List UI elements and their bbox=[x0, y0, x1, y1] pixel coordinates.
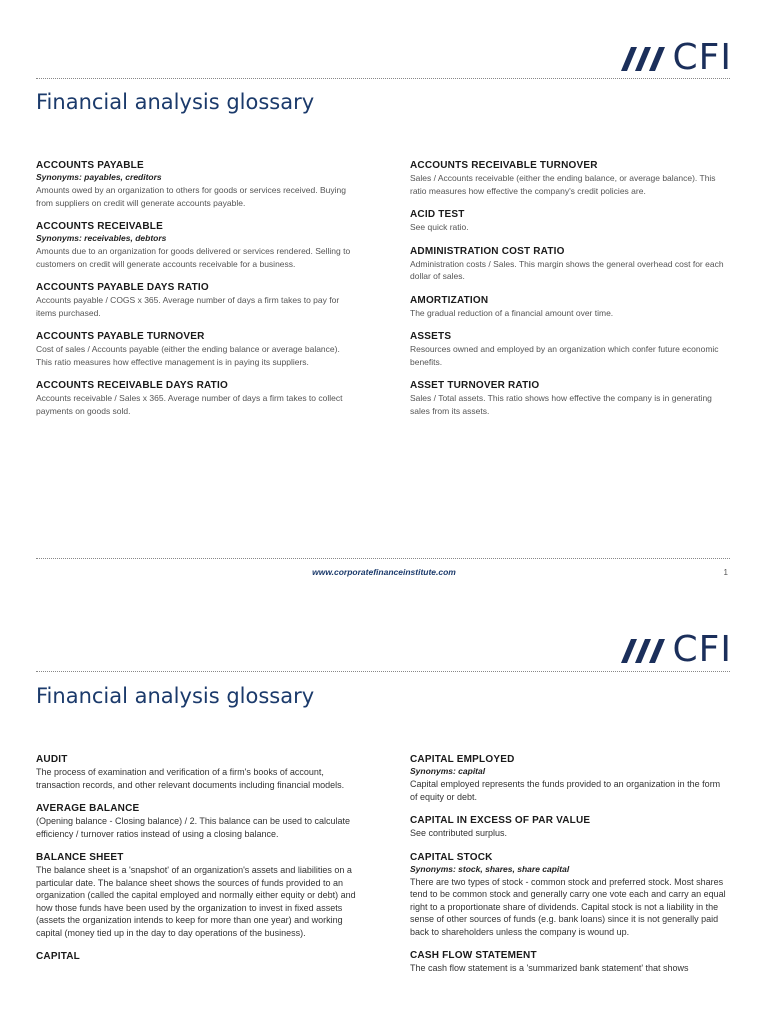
cfi-logo bbox=[619, 629, 732, 670]
glossary-entry bbox=[410, 295, 730, 320]
footer-divider bbox=[36, 558, 730, 559]
cfi-logo-text: CFI bbox=[672, 629, 732, 670]
glossary-term: BALANCE SHEET bbox=[36, 852, 124, 863]
glossary-term: ACID TEST bbox=[410, 209, 465, 220]
glossary-term: CAPITAL bbox=[36, 951, 80, 962]
glossary-term: AVERAGE BALANCE bbox=[36, 803, 140, 814]
glossary-entry bbox=[410, 331, 730, 368]
glossary-definition: (Opening balance - Closing balance) / 2. This balance can be used to calculate efficiency / turnover ratios instead of using a closing balance. bbox=[36, 816, 351, 839]
glossary-definition: Sales / Total assets. This ratio shows how effective the company is in generating sales from its assets. bbox=[410, 393, 712, 416]
glossary-term: CAPITAL STOCK bbox=[410, 851, 493, 863]
cfi-logo-mark-icon bbox=[619, 43, 667, 73]
glossary-term: ACCOUNTS PAYABLE TURNOVER bbox=[36, 331, 205, 342]
glossary-definition: There are two types of stock - common stock and preferred stock. Most shares tend to be common stock and generally carry one vote each and carry an equal right to a proportionate share of dividends. Capital stock is not a liability in the sense of other sources of funds (e.g. bank loans) since it is not generally paid back to shareholders unless the company is wound up. bbox=[410, 876, 726, 937]
glossary-entry bbox=[36, 951, 356, 962]
glossary-definition: Administration costs / Sales. This margin shows the general overhead cost for each dollar of sales. bbox=[410, 258, 724, 281]
glossary-definition: The gradual reduction of a financial amount over time. bbox=[410, 307, 614, 318]
glossary-term: CAPITAL IN EXCESS OF PAR VALUE bbox=[410, 815, 591, 826]
glossary-definition: See quick ratio. bbox=[410, 222, 469, 232]
glossary-entry bbox=[410, 950, 730, 975]
glossary-definition: Cost of sales / Accounts payable (either the ending balance or average balance). This ratio measures how effective management is in paying its suppliers. bbox=[36, 344, 340, 367]
glossary-term: ACCOUNTS RECEIVABLE DAYS RATIO bbox=[36, 380, 228, 391]
glossary-entry bbox=[36, 803, 356, 840]
glossary-term: ACCOUNTS PAYABLE bbox=[36, 160, 144, 171]
page-2 bbox=[0, 600, 768, 1024]
glossary-term: CASH FLOW STATEMENT bbox=[410, 950, 537, 961]
glossary-column-right bbox=[410, 754, 730, 987]
glossary-entry bbox=[410, 380, 730, 417]
glossary-definition: Sales / Accounts receivable (either the ending balance, or average balance). This ratio measures how effective the company's credit policies are. bbox=[410, 173, 716, 196]
glossary-term: ADMINISTRATION COST RATIO bbox=[410, 245, 565, 257]
glossary-entry bbox=[410, 852, 730, 939]
glossary-term: CAPITAL EMPLOYED bbox=[410, 754, 515, 765]
glossary-column-left bbox=[36, 754, 356, 974]
glossary-definition: The balance sheet is a 'snapshot' of an organization's assets and liabilities on a particular date. The balance sheet shows the sources of funds provided to an organization (called the capital employed and normally either equity or debt) and how those funds have been used by the organization to invest in fixed assets (assets the organization intends to keep for more than one year) and working capital (money tied up in the day to day operations of the business). bbox=[36, 865, 356, 938]
footer-url: www.corporatefinanceinstitute.com bbox=[312, 567, 456, 577]
glossary-entry bbox=[36, 380, 356, 417]
glossary-term: ASSET TURNOVER RATIO bbox=[410, 380, 540, 391]
glossary-entry bbox=[36, 331, 356, 368]
page-title: Financial analysis glossary bbox=[36, 90, 315, 114]
glossary-definition: See contributed surplus. bbox=[410, 828, 508, 838]
page-title: Financial analysis glossary bbox=[36, 684, 315, 708]
glossary-definition: Amounts owed by an organization to others for goods or services received. Buying from suppliers on credit will generate accounts payable. bbox=[36, 185, 346, 208]
glossary-entry bbox=[410, 246, 730, 283]
glossary-synonyms: Synonyms: payables, creditors bbox=[36, 172, 162, 182]
glossary-definition: The cash flow statement is a 'summarized bank statement' that shows bbox=[410, 963, 689, 973]
glossary-entry bbox=[36, 852, 356, 939]
glossary-term: AMORTIZATION bbox=[410, 294, 489, 306]
glossary-entry bbox=[36, 221, 356, 270]
glossary-entry bbox=[410, 754, 730, 803]
glossary-definition: The process of examination and verification of a firm's books of account, transaction records, and other relevant documents including financial models. bbox=[36, 767, 345, 790]
glossary-definition: Resources owned and employed by an organization which confer future economic benefits. bbox=[410, 344, 719, 367]
glossary-term: ASSETS bbox=[410, 331, 452, 342]
glossary-entry bbox=[410, 209, 730, 234]
header-divider bbox=[36, 78, 730, 79]
glossary-entry bbox=[410, 160, 730, 197]
glossary-synonyms: Synonyms: stock, shares, share capital bbox=[410, 863, 570, 874]
glossary-column-right bbox=[410, 160, 730, 429]
glossary-synonyms: Synonyms: receivables, debtors bbox=[36, 233, 167, 243]
glossary-column-left bbox=[36, 160, 356, 429]
page-number: 1 bbox=[723, 568, 728, 577]
glossary-definition: Accounts receivable / Sales x 365. Average number of days a firm takes to collect payments on goods sold. bbox=[36, 393, 343, 416]
header-divider bbox=[36, 671, 730, 672]
glossary-entry bbox=[410, 815, 730, 840]
glossary-entry bbox=[36, 754, 356, 791]
glossary-definition: Amounts due to an organization for goods delivered or services rendered. Selling to customers on credit will generate accounts receivable for a business. bbox=[36, 246, 351, 269]
cfi-logo-text: CFI bbox=[672, 37, 732, 78]
glossary-term: AUDIT bbox=[36, 754, 68, 765]
glossary-entry bbox=[36, 160, 356, 209]
cfi-logo-mark-icon bbox=[619, 635, 667, 665]
glossary-term: ACCOUNTS PAYABLE DAYS RATIO bbox=[36, 282, 209, 293]
glossary-entry bbox=[36, 282, 356, 319]
glossary-term: ACCOUNTS RECEIVABLE bbox=[36, 221, 163, 232]
glossary-term: ACCOUNTS RECEIVABLE TURNOVER bbox=[410, 160, 598, 171]
glossary-definition: Accounts payable / COGS x 365. Average number of days a firm takes to pay for items purchased. bbox=[36, 295, 340, 318]
glossary-synonyms: Synonyms: capital bbox=[410, 766, 486, 776]
cfi-logo bbox=[619, 37, 732, 78]
glossary-definition: Capital employed represents the funds provided to an organization in the form of equity or debt. bbox=[410, 779, 721, 802]
